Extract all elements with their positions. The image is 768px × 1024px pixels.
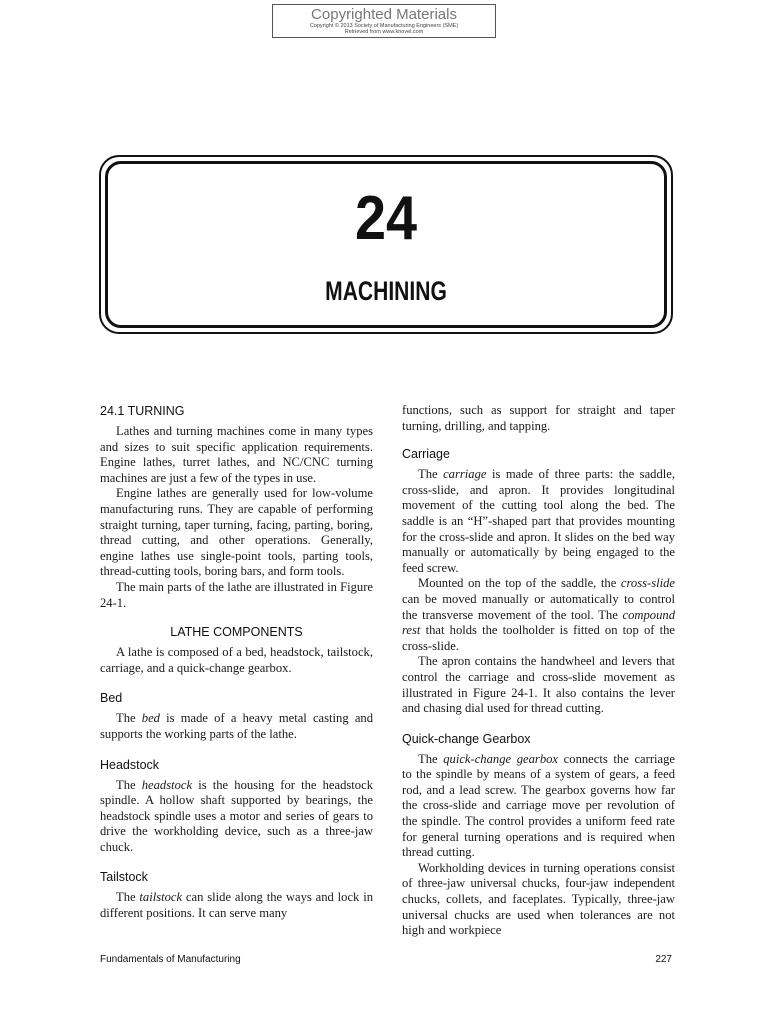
term-cross-slide: cross-slide bbox=[620, 576, 675, 591]
text-gearbox-post: connects the carriage to the spindle by means of a system of gears, a feed rod, and a lead screw. The gearbox governs how far the cross-slide and carriage move per revolution of the spindle. The control provides a uniform feed rate for general turning operations and is required when thread cutting. bbox=[402, 751, 675, 860]
section-heading-turning: 24.1 TURNING bbox=[100, 404, 185, 418]
paragraph-bed bbox=[100, 711, 373, 742]
paragraph-tailstock bbox=[100, 890, 373, 921]
text-carriage-pre: The bbox=[418, 467, 444, 482]
paragraph-cross-slide bbox=[402, 576, 675, 654]
text-cross-pre: Mounted on the top of the saddle, the bbox=[418, 576, 621, 591]
heading-tailstock: Tailstock bbox=[100, 870, 148, 885]
heading-quick-change-gearbox: Quick-change Gearbox bbox=[402, 731, 531, 746]
paragraph-carriage bbox=[402, 467, 675, 576]
paragraph-workholding: Workholding devices in turning operations consist of three-jaw universal chucks, four-jaw independent chucks, collets, and faceplates. Typically, three-jaw universal chucks are used when tolerances are not high and workpiece bbox=[402, 860, 675, 938]
paragraph-main-parts: The main parts of the lathe are illustrated in Figure 24-1. bbox=[100, 579, 373, 610]
term-carriage: carriage bbox=[443, 467, 487, 482]
text-cross-post: that holds the toolholder is fitted on top of the cross-slide. bbox=[402, 623, 675, 653]
paragraph-headstock bbox=[100, 778, 373, 856]
text-headstock-post: is the housing for the headstock spindle. A hollow shaft supported by bearings, the headstock spindle uses a motor and series of gears to drive the workholding device, such as a three-jaw chuck. bbox=[100, 777, 373, 854]
text-bed-post: is made of a heavy metal casting and supports the working parts of the lathe. bbox=[100, 711, 374, 741]
term-compound-rest: compound rest bbox=[402, 607, 675, 638]
retrieved-line: Retrieved from www.knovel.com bbox=[344, 29, 424, 35]
paragraph-gearbox bbox=[402, 752, 675, 861]
chapter-title: MACHINING bbox=[325, 276, 447, 306]
text-carriage-post: is made of three parts: the saddle, cross-slide, and apron. It provides longitudinal movement of the cutting tool along the bed. The saddle is an “H”-shaped part that provides mounting for the cross-slide and apron. It slides on the bed way manually or automatically by being engaged to the feed screw. bbox=[402, 467, 676, 575]
term-headstock: headstock bbox=[141, 777, 193, 792]
copyright-line: Copyright © 2013 Society of Manufacturing Engineers (SME) bbox=[309, 23, 459, 29]
left-column bbox=[100, 403, 373, 922]
heading-lathe-components: LATHE COMPONENTS bbox=[170, 625, 303, 640]
footer-book-title: Fundamentals of Manufacturing bbox=[100, 954, 241, 965]
paragraph-apron: The apron contains the handwheel and levers that control the carriage and cross-slide movement as illustrated in Figure 24-1. It also contains the lever and chasing dial used for thread cutting. bbox=[402, 654, 675, 716]
copyright-title: Copyrighted Materials bbox=[311, 6, 457, 23]
paragraph-tailstock-continued: functions, such as support for straight and taper turning, drilling, and tapping. bbox=[402, 403, 675, 433]
paragraph-lathes-intro: Lathes and turning machines come in many types and sizes to suit specific application requirements. Engine lathes, turret lathes, and NC/CNC turning machines are just a few of the types in use. bbox=[100, 424, 373, 485]
paragraph-engine-lathes: Engine lathes are generally used for low-volume manufacturing runs. They are capable of performing straight turning, taper turning, facing, parting, boring, thread cutting, and other operations. Generally, engine lathes use single-point tools, parting tools, thread-cutting tools, boring bars, and form tools. bbox=[100, 486, 373, 579]
copyright-notice bbox=[272, 4, 496, 38]
chapter-title-frame bbox=[99, 155, 673, 334]
term-quick-change-gearbox: quick-change gearbox bbox=[443, 751, 559, 766]
text-cross-mid: can be moved manually or automatically to control the transverse movement of the tool. The bbox=[402, 591, 675, 622]
chapter-title-inner-frame bbox=[105, 161, 667, 328]
chapter-number: 24 bbox=[354, 184, 418, 253]
text-bed-pre: The bbox=[116, 711, 142, 726]
text-tailstock-post: can slide along the ways and lock in different positions. It can serve many bbox=[100, 890, 373, 921]
text-gearbox-pre: The bbox=[418, 751, 444, 766]
term-tailstock: tailstock bbox=[139, 890, 183, 905]
paragraph-lathe-composition: A lathe is composed of a bed, headstock, tailstock, carriage, and a quick-change gearbox. bbox=[100, 645, 373, 675]
term-bed: bed bbox=[141, 711, 160, 726]
text-tailstock-pre: The bbox=[116, 890, 140, 905]
footer-page-number: 227 bbox=[655, 954, 672, 965]
heading-headstock: Headstock bbox=[100, 757, 160, 772]
text-headstock-pre: The bbox=[116, 777, 142, 792]
heading-carriage: Carriage bbox=[402, 447, 450, 462]
heading-bed: Bed bbox=[100, 691, 123, 706]
right-column bbox=[402, 403, 675, 939]
